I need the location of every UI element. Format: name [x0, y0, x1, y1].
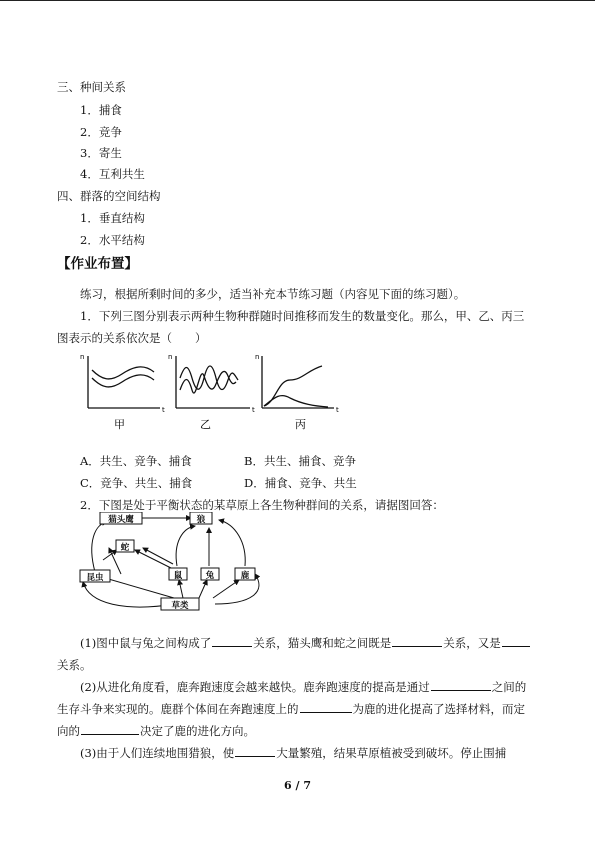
axis-y-label: n [255, 353, 260, 361]
q2-2-text-e: 向的 [57, 724, 80, 738]
node-grass: 草类 [171, 601, 189, 611]
axis-x-label: t [336, 406, 339, 414]
node-rabbit: 兔 [205, 571, 215, 581]
node-owl: 猫头鹰 [108, 515, 134, 525]
population-graphs [70, 350, 350, 435]
q2-1-line [80, 636, 531, 650]
list-item: 3．寄生 [80, 146, 122, 160]
q1-option-c: C．竞争、共生、捕食 [80, 476, 193, 490]
q2-intro: 2．下图是处于平衡状态的某草原上各生物种群间的关系，请据图回答： [80, 498, 444, 512]
homework-heading: 【作业布置】 [57, 256, 138, 272]
q2-2-line1 [80, 680, 526, 694]
q2-1-text-c: 关系，又是 [443, 636, 501, 650]
answer-blank[interactable] [392, 636, 442, 647]
page-number: 6 / 7 [284, 779, 311, 792]
answer-blank[interactable] [235, 746, 275, 757]
axis-y-label: n [168, 353, 173, 361]
graph-label-bing: 丙 [295, 418, 306, 431]
q2-2-text-b: 之间的 [491, 680, 527, 694]
axis-x-label: t [162, 406, 165, 414]
answer-blank[interactable] [81, 724, 139, 735]
q2-1-text-a: (1)图中鼠与兔之间构成了 [80, 636, 212, 650]
q2-2-text-c: 生存斗争来实现的。鹿群个体间在奔跑速度上的 [57, 702, 299, 716]
list-item: 2．水平结构 [80, 233, 145, 247]
q2-1-text-b: 关系，猫头鹰和蛇之间既是 [253, 636, 392, 650]
q1-option-b: B．共生、捕食、竞争 [244, 454, 356, 468]
answer-blank[interactable] [300, 702, 352, 713]
q2-2-line3 [57, 724, 255, 738]
q2-1-text-d: 关系。 [57, 658, 92, 672]
axis-y-label: n [80, 353, 85, 361]
answer-blank[interactable] [212, 636, 252, 647]
q1-option-d: D．捕食、竞争、共生 [244, 476, 357, 490]
list-item: 4．互利共生 [80, 167, 145, 181]
q2-3-text-a: (3)由于人们连续地围猎狼，使 [80, 746, 235, 760]
q2-3-line [80, 746, 506, 760]
q2-3-text-b: 大量繁殖，结果草原植被受到破坏。停止围捕 [276, 746, 507, 760]
q2-2-text-d: 为鹿的进化提高了选择材料，而定 [352, 702, 525, 716]
header-rule [0, 0, 595, 1]
list-item: 1．捕食 [80, 103, 122, 117]
axis-x-label: t [252, 406, 255, 414]
q2-2-text-a: (2)从进化角度看，鹿奔跑速度会越来越快。鹿奔跑速度的提高是通过 [80, 680, 430, 694]
food-web-diagram [75, 512, 275, 620]
node-mouse: 鼠 [173, 571, 183, 581]
node-insect: 昆虫 [86, 573, 104, 583]
graph-label-yi: 乙 [200, 418, 211, 431]
q2-2-line2 [57, 702, 525, 716]
answer-blank[interactable] [431, 680, 491, 691]
q1-text-line2: 图表示的关系依次是（ ） [57, 331, 207, 345]
answer-blank[interactable] [502, 636, 530, 647]
q1-option-a: A．共生、竞争、捕食 [80, 454, 192, 468]
list-item: 2．竞争 [80, 125, 122, 139]
node-snake: 蛇 [120, 543, 130, 553]
list-item: 1．垂直结构 [80, 211, 145, 225]
homework-intro: 练习，根据所剩时间的多少，适当补充本节练习题（内容见下面的练习题）。 [80, 287, 466, 301]
section-heading-3: 三、种间关系 [57, 80, 126, 94]
q1-text-line1: 1．下列三图分别表示两种生物种群随时间推移而发生的数量变化。那么，甲、乙、丙三 [80, 309, 525, 323]
graph-label-jia: 甲 [114, 418, 125, 431]
node-deer: 鹿 [240, 571, 250, 581]
section-heading-4: 四、群落的空间结构 [57, 189, 161, 203]
node-wolf: 狼 [196, 515, 206, 525]
q2-2-text-f: 决定了鹿的进化方向。 [140, 724, 255, 738]
